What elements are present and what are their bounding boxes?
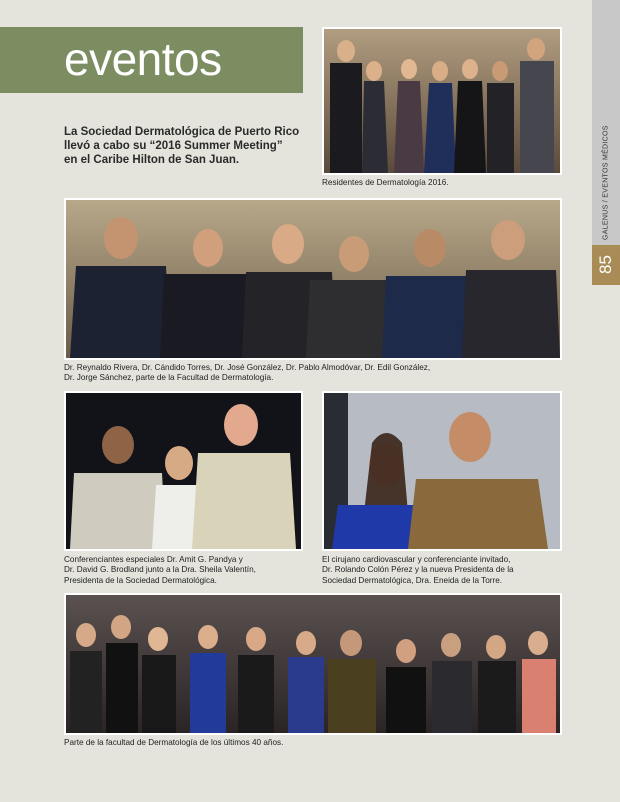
photo-residents-image xyxy=(324,29,560,173)
sidebar-label: GALENUS / EVENTOS MÉDICOS xyxy=(602,125,610,240)
caption-faculty xyxy=(64,363,562,384)
caption-line: Sociedad Dermatológica, Dra. Eneida de la Torre. xyxy=(322,575,503,585)
page-number: 85 xyxy=(596,255,615,275)
caption-line: Dr. Rolando Colón Pérez y la nueva Presidenta de la xyxy=(322,565,514,575)
intro-text xyxy=(64,125,304,167)
caption-line: Dr. Reynaldo Rivera, Dr. Cándido Torres, Dr. José González, Dr. Pablo Almodóvar, Dr. Edil González, xyxy=(64,363,431,372)
intro-line: en el Caribe Hilton de San Juan. xyxy=(64,154,240,166)
photo-guest-and-president-image xyxy=(324,393,560,549)
photo-faculty xyxy=(64,198,562,360)
caption-line: Dr. Jorge Sánchez, parte de la Facultad de Dermatología. xyxy=(64,373,274,383)
caption-line: Parte de la facultad de Dermatología de los últimos 40 años. xyxy=(64,738,284,747)
photo-faculty-40-years xyxy=(64,593,562,735)
photo-guest-and-president xyxy=(322,391,562,551)
photo-speakers-image xyxy=(66,393,301,549)
caption-faculty-40-years xyxy=(64,738,562,748)
caption-line: El cirujano cardiovascular y conferenciante invitado, xyxy=(322,555,511,564)
section-title: eventos xyxy=(64,33,222,85)
caption-guest-and-president xyxy=(322,555,567,586)
photo-faculty-image xyxy=(66,200,560,358)
caption-line: Conferenciantes especiales Dr. Amit G. Pandya y xyxy=(64,555,243,564)
caption-residents xyxy=(322,178,562,188)
caption-line: Presidenta de la Sociedad Dermatológica. xyxy=(64,575,217,585)
photo-residents xyxy=(322,27,562,175)
caption-line: Residentes de Dermatología 2016. xyxy=(322,178,449,187)
caption-speakers xyxy=(64,555,303,586)
intro-line: La Sociedad Dermatológica de Puerto Rico xyxy=(64,126,300,138)
caption-line: Dr. David G. Brodland junto a la Dra. Sheila Valentín, xyxy=(64,565,256,575)
photo-speakers xyxy=(64,391,303,551)
intro-line: llevó a cabo su “2016 Summer Meeting” xyxy=(64,140,283,152)
photo-faculty-40-years-image xyxy=(66,595,560,733)
